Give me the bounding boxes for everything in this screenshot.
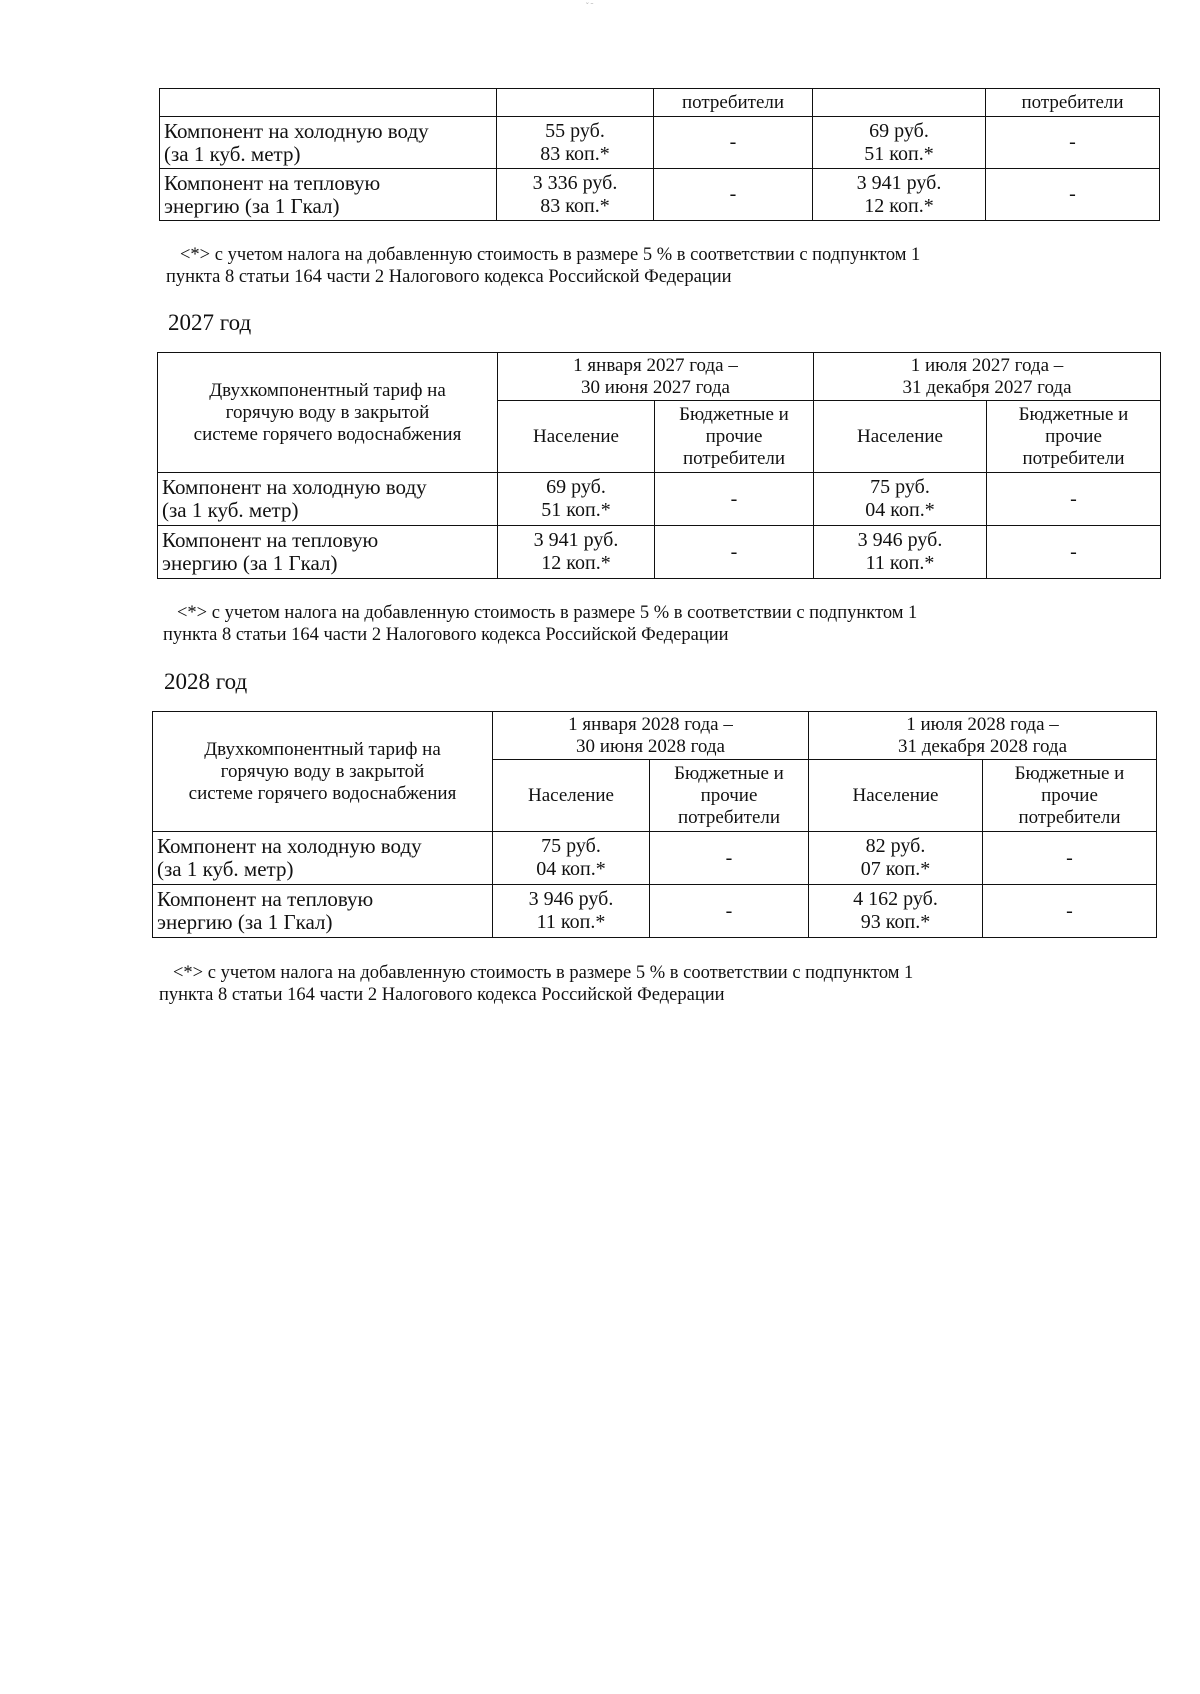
tariff-table-2028	[152, 711, 1157, 938]
tariff-header-line: системе горячего водоснабжения	[193, 423, 462, 445]
value-kop: 04 коп.*	[865, 499, 935, 521]
column-header-line: Бюджетные и	[1014, 762, 1125, 784]
row-label-line: Компонент на тепловую	[162, 528, 379, 552]
footnote-line: пункта 8 статьи 164 части 2 Налогового кодекса Российской Федерации	[159, 985, 725, 1005]
column-header-population: Население	[493, 760, 650, 832]
row-label-line: (за 1 куб. метр)	[162, 498, 299, 522]
value-rub: 3 946 руб.	[857, 529, 943, 551]
table-row	[160, 117, 1160, 169]
year-title-2027: 2027 год	[168, 310, 252, 335]
row-label-line: энергию (за 1 Гкал)	[164, 193, 340, 218]
tariff-header-line: Двухкомпонентный тариф на	[204, 738, 441, 760]
population-value	[813, 169, 986, 221]
population-value	[813, 117, 986, 169]
value-kop: 51 коп.*	[864, 142, 934, 165]
row-label	[158, 473, 498, 526]
period-header-h2	[809, 712, 1157, 760]
value-kop: 12 коп.*	[541, 552, 611, 574]
budget-value: -	[986, 117, 1160, 169]
column-header-population: Население	[814, 401, 987, 473]
population-value	[814, 526, 987, 579]
column-header-line: Бюджетные и	[674, 762, 784, 784]
header-cell	[160, 89, 497, 117]
population-value	[498, 473, 655, 526]
header-cell-budget: потребители	[654, 89, 813, 117]
row-label-line: (за 1 куб. метр)	[157, 857, 294, 881]
value-kop: 04 коп.*	[536, 858, 606, 880]
scan-artifact: ˘ ˉ	[586, 1, 594, 10]
population-value	[809, 832, 983, 885]
value-rub: 3 946 руб.	[528, 888, 614, 910]
tariff-header-line: системе горячего водоснабжения	[188, 782, 457, 804]
row-label	[153, 832, 493, 885]
value-kop: 07 коп.*	[860, 858, 931, 880]
population-value	[493, 885, 650, 938]
value-rub: 3 941 руб.	[533, 529, 619, 551]
row-label-line: Компонент на тепловую	[164, 170, 381, 195]
period-header-h2	[814, 353, 1161, 401]
value-rub: 75 руб.	[870, 476, 930, 498]
continuation-table-block	[159, 88, 1159, 221]
row-label-line: энергию (за 1 Гкал)	[157, 910, 333, 934]
column-header-budget	[987, 401, 1161, 473]
budget-value: -	[983, 885, 1157, 938]
row-label-line: энергию (за 1 Гкал)	[162, 551, 338, 575]
value-kop: 11 коп.*	[536, 911, 606, 933]
column-header-line: потребители	[1022, 447, 1125, 469]
population-value	[497, 117, 654, 169]
footnote-line: <*> с учетом налога на добавленную стоимость в размере 5 % в соответствии с подпунктом 1	[177, 603, 918, 623]
header-cell-budget: потребители	[986, 89, 1160, 117]
column-header-line: прочие	[1041, 784, 1098, 806]
year-title-2028: 2028 год	[164, 669, 248, 694]
tariff-header-line: горячую воду в закрытой	[225, 401, 430, 423]
value-kop: 83 коп.*	[540, 142, 610, 165]
period-line: 31 декабря 2028 года	[898, 735, 1068, 757]
budget-value: -	[650, 832, 809, 885]
table-row	[158, 526, 1161, 579]
tariff-table-2027	[157, 352, 1161, 579]
value-rub: 4 162 руб.	[853, 888, 938, 910]
period-line: 1 января 2028 года –	[568, 713, 733, 735]
period-header-row	[158, 353, 1161, 401]
tariff-table-2027-block	[157, 352, 1160, 579]
column-header-line: потребители	[677, 806, 781, 828]
period-line: 1 июля 2028 года –	[906, 713, 1059, 735]
column-header-budget	[983, 760, 1157, 832]
footnote-line: <*> с учетом налога на добавленную стоимость в размере 5 % в соответствии с подпунктом 1	[180, 245, 921, 265]
column-header-budget	[655, 401, 814, 473]
value-kop: 12 коп.*	[864, 194, 934, 217]
row-label-line: Компонент на холодную воду	[162, 475, 427, 499]
tariff-header-line: горячую воду в закрытой	[220, 760, 425, 782]
budget-value: -	[655, 526, 814, 579]
value-rub: 75 руб.	[541, 835, 601, 857]
period-line: 1 января 2027 года –	[573, 354, 738, 376]
value-kop: 93 коп.*	[860, 911, 931, 933]
tariff-table-2028-block	[152, 711, 1156, 938]
budget-value: -	[654, 169, 813, 221]
row-label	[160, 169, 497, 221]
column-header-line: Бюджетные и	[679, 403, 789, 425]
budget-value: -	[650, 885, 809, 938]
period-line: 30 июня 2028 года	[576, 735, 725, 757]
row-label	[153, 885, 493, 938]
continuation-header-row	[160, 89, 1160, 117]
budget-value: -	[655, 473, 814, 526]
footnote	[166, 244, 920, 288]
value-kop: 83 коп.*	[540, 194, 610, 217]
row-label-line: Компонент на тепловую	[157, 887, 374, 911]
tariff-header	[158, 353, 498, 473]
column-header-line: потребители	[682, 447, 786, 469]
period-header-h1	[493, 712, 809, 760]
period-header-row	[153, 712, 1157, 760]
value-rub: 3 941 руб.	[856, 171, 942, 194]
table-row	[153, 885, 1157, 938]
column-header-population: Население	[809, 760, 983, 832]
budget-value: -	[986, 169, 1160, 221]
row-label-line: Компонент на холодную воду	[164, 118, 429, 143]
budget-value: -	[987, 473, 1161, 526]
period-line: 30 июня 2027 года	[581, 376, 730, 398]
population-value	[814, 473, 987, 526]
population-value	[493, 832, 650, 885]
period-header-h1	[498, 353, 814, 401]
row-label-line: Компонент на холодную воду	[157, 834, 422, 858]
value-rub: 69 руб.	[546, 476, 606, 498]
column-header-line: прочие	[1045, 425, 1102, 447]
footnote-line: пункта 8 статьи 164 части 2 Налогового кодекса Российской Федерации	[163, 625, 729, 645]
population-value	[498, 526, 655, 579]
footnote	[163, 602, 917, 646]
footnote-line: пункта 8 статьи 164 части 2 Налогового кодекса Российской Федерации	[166, 267, 732, 287]
column-header-line: Бюджетные и	[1018, 403, 1129, 425]
row-label	[160, 117, 497, 169]
value-rub: 3 336 руб.	[532, 171, 618, 194]
footnote	[159, 962, 913, 1006]
column-header-line: прочие	[700, 784, 758, 806]
period-line: 1 июля 2027 года –	[910, 354, 1064, 376]
population-value	[809, 885, 983, 938]
column-header-budget	[650, 760, 809, 832]
header-cell	[813, 89, 986, 117]
row-label-line: (за 1 куб. метр)	[164, 141, 301, 166]
header-cell	[497, 89, 654, 117]
tariff-header-line: Двухкомпонентный тариф на	[209, 379, 446, 401]
value-kop: 51 коп.*	[541, 499, 611, 521]
value-kop: 11 коп.*	[865, 552, 935, 574]
table-row	[153, 832, 1157, 885]
period-line: 31 декабря 2027 года	[902, 376, 1072, 398]
value-rub: 82 руб.	[865, 835, 926, 857]
row-label	[158, 526, 498, 579]
table-row	[160, 169, 1160, 221]
budget-value: -	[983, 832, 1157, 885]
column-header-population: Население	[498, 401, 655, 473]
budget-value: -	[987, 526, 1161, 579]
tariff-header	[153, 712, 493, 832]
footnote-line: <*> с учетом налога на добавленную стоимость в размере 5 % в соответствии с подпунктом 1	[173, 963, 914, 983]
column-header-line: потребители	[1018, 806, 1121, 828]
continuation-tariff-table	[159, 88, 1160, 221]
value-rub: 69 руб.	[869, 119, 929, 142]
value-rub: 55 руб.	[545, 119, 605, 142]
table-row	[158, 473, 1161, 526]
population-value	[497, 169, 654, 221]
column-header-line: прочие	[705, 425, 763, 447]
budget-value: -	[654, 117, 813, 169]
